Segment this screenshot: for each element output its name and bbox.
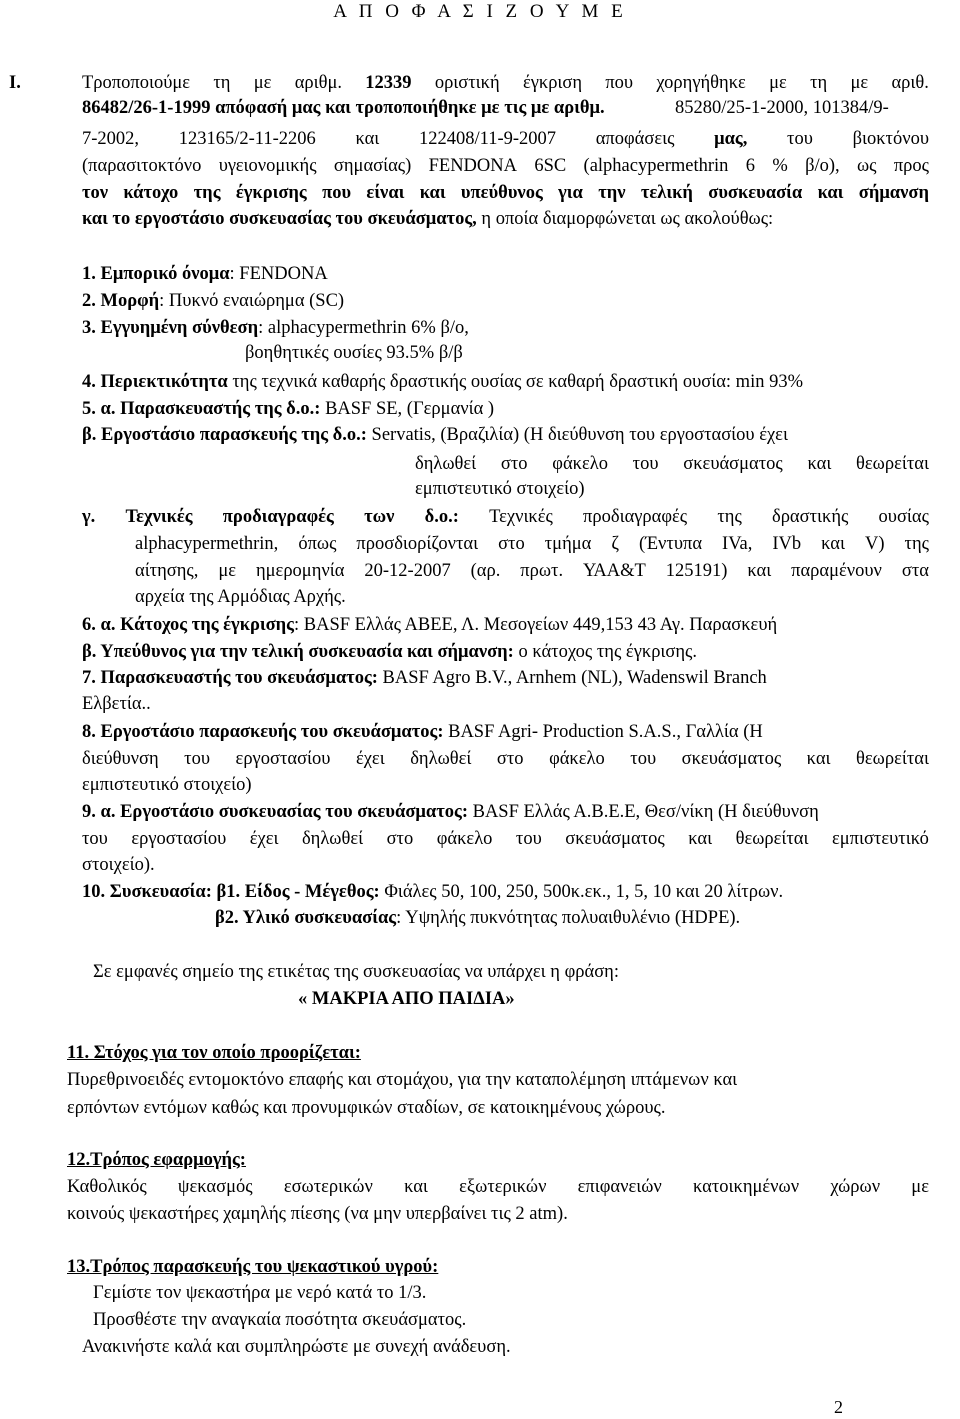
- section-I-line-1: Τροποποιούμε τη με αριθμ. 12339 οριστική έγκριση που χορηγήθηκε με τη με αριθ.: [82, 73, 929, 93]
- item-4: 4. Περιεκτικότητα της τεχνικά καθαρής δραστικής ουσίας σε καθαρή δραστική ουσία: min 93%: [82, 372, 803, 392]
- item-10-line-2: β2. Υλικό συσκευασίας: Υψηλής πυκνότητας πολυαιθυλένιο (HDPE).: [215, 908, 741, 928]
- page-number: 2: [834, 1397, 843, 1417]
- section-11-heading: 11. Στόχος για τον οποίο προορίζεται:: [67, 1043, 361, 1063]
- notice-line-2: « ΜΑΚΡΙΑ ΑΠΟ ΠΑΙΔΙΑ»: [298, 989, 515, 1009]
- item-3-continued: βοηθητικές ουσίες 93.5% β/β: [245, 343, 463, 363]
- item-8: 8. Εργοστάσιο παρασκευής του σκευάσματος: BASF Agri- Production S.A.S., Γαλλία (Η: [82, 722, 763, 742]
- section-12-line-2: κοινούς ψεκαστήρες χαμηλής πίεσης (να μην υπερβαίνει τις 2 atm).: [67, 1204, 568, 1224]
- section-12-heading: 12.Τρόπος εφαρμογής:: [67, 1150, 246, 1170]
- section-I-line-6: και το εργοστάσιο συσκευασίας του σκευάσματος, η οποία διαμορφώνεται ως ακολούθως:: [82, 209, 774, 229]
- item-5b-line-2: δηλωθεί στο φάκελο του σκευάσματος και θεωρείται: [415, 454, 929, 474]
- item-1: 1. Εμπορικό όνομα: FENDONA: [82, 264, 328, 284]
- section-I-line-5: τον κάτοχο της έγκρισης που είναι και υπεύθυνος για την τελική συσκευασία και σήμανση: [82, 183, 929, 203]
- section-13-line-3: Ανακινήστε καλά και συμπληρώστε με συνεχή ανάδευση.: [82, 1337, 511, 1357]
- item-7: 7. Παρασκευαστής του σκευάσματος: BASF Agro B.V., Arnhem (NL), Wadenswil Branch: [82, 668, 767, 688]
- section-11-line-1: Πυρεθρινοειδές εντομοκτόνο επαφής και στομάχου, για την καταπολέμηση ιπτάμενων και: [67, 1070, 738, 1090]
- page-title: Α Π Ο Φ Α Σ Ι Ζ Ο Υ Μ Ε: [333, 1, 627, 22]
- section-11-line-2: ερπόντων εντόμων καθώς και προνυμφικών σταδίων, σε κατοικημένους χώρους.: [67, 1098, 666, 1118]
- section-I-line-3: 7-2002, 123165/2-11-2206 και 122408/11-9-2007 αποφάσεις μας, του βιοκτόνου: [82, 129, 929, 149]
- section-I-line-4: (παρασιτοκτόνο υγειονομικής σημασίας) FENDONA 6SC (alphacypermethrin 6 % β/ο), ως προς: [82, 156, 929, 176]
- item-5c-line-3: αίτησης, με ημερομηνία 20-12-2007 (αρ. πρωτ. ΥΑΑ&Τ 125191) και παραμένουν στα: [135, 561, 929, 581]
- item-10: 10. Συσκευασία: β1. Είδος - Μέγεθος: Φιάλες 50, 100, 250, 500κ.εκ., 1, 5, 10 και 20 λίτρων.: [82, 882, 784, 902]
- section-I-line-2b: 85280/25-1-2000, 101384/9-: [675, 98, 889, 118]
- item-5b: β. Εργοστάσιο παρασκευής της δ.ο.: Servatis, (Βραζιλία) (Η διεύθυνση του εργοστασίου έχει: [82, 425, 788, 445]
- section-12-line-1: Καθολικός ψεκασμός εσωτερικών και εξωτερικών επιφανειών κατοικημένων χώρων με: [67, 1177, 929, 1197]
- item-8-line-3: εμπιστευτικό στοιχείο): [82, 775, 252, 795]
- item-6a: 6. α. Κάτοχος της έγκρισης: BASF Ελλάς ΑΒΕΕ, Λ. Μεσογείων 449,153 43 Αγ. Παρασκευή: [82, 615, 778, 635]
- item-6b: β. Υπεύθυνος για την τελική συσκευασία και σήμανση: ο κάτοχος της έγκρισης.: [82, 642, 698, 662]
- item-3: 3. Εγγυημένη σύνθεση: alphacypermethrin 6% β/ο,: [82, 318, 469, 338]
- item-9: 9. α. Εργοστάσιο συσκευασίας του σκευάσματος: BASF Ελλάς Α.Β.Ε.Ε, Θεσ/νίκη (Η διεύθυνση: [82, 802, 819, 822]
- item-5c-line-4: αρχεία της Αρμόδιας Αρχής.: [135, 587, 346, 607]
- item-5a: 5. α. Παρασκευαστής της δ.ο.: BASF SE, (Γερμανία ): [82, 399, 495, 419]
- section-number: Ι.: [9, 73, 21, 93]
- section-13-heading: 13.Τρόπος παρασκευής του ψεκαστικού υγρού:: [67, 1257, 439, 1277]
- item-5b-line-3: εμπιστευτικό στοιχείο): [415, 479, 585, 499]
- item-9-line-2: του εργοστασίου έχει δηλωθεί στο φάκελο του σκευάσματος και θεωρείται εμπιστευτικό: [82, 829, 929, 849]
- section-I-line-2: 86482/26-1-1999 απόφασή μας και τροποποιήθηκε με τις με αριθμ.: [82, 98, 605, 118]
- item-2: 2. Μορφή: Πυκνό εναιώρημα (SC): [82, 291, 345, 311]
- item-5c-line-1: γ. Τεχνικές προδιαγραφές των δ.ο.: Τεχνικές προδιαγραφές της δραστικής ουσίας: [82, 507, 929, 527]
- section-13-line-1: Γεμίστε τον ψεκαστήρα με νερό κατά το 1/3.: [93, 1283, 427, 1303]
- item-7-line-2: Ελβετία..: [82, 694, 151, 714]
- item-9-line-3: στοιχείο).: [82, 855, 155, 875]
- item-8-line-2: διεύθυνση του εργοστασίου έχει δηλωθεί στο φάκελο του σκευάσματος και θεωρείται: [82, 749, 929, 769]
- notice-line-1: Σε εμφανές σημείο της ετικέτας της συσκευασίας να υπάρχει η φράση:: [93, 962, 619, 982]
- item-5c-line-2: alphacypermethrin, όπως προσδιορίζονται στο τμήμα ζ (Έντυπα IVa, IVb και V) της: [135, 534, 929, 554]
- section-13-line-2: Προσθέστε την αναγκαία ποσότητα σκευάσματος.: [93, 1310, 467, 1330]
